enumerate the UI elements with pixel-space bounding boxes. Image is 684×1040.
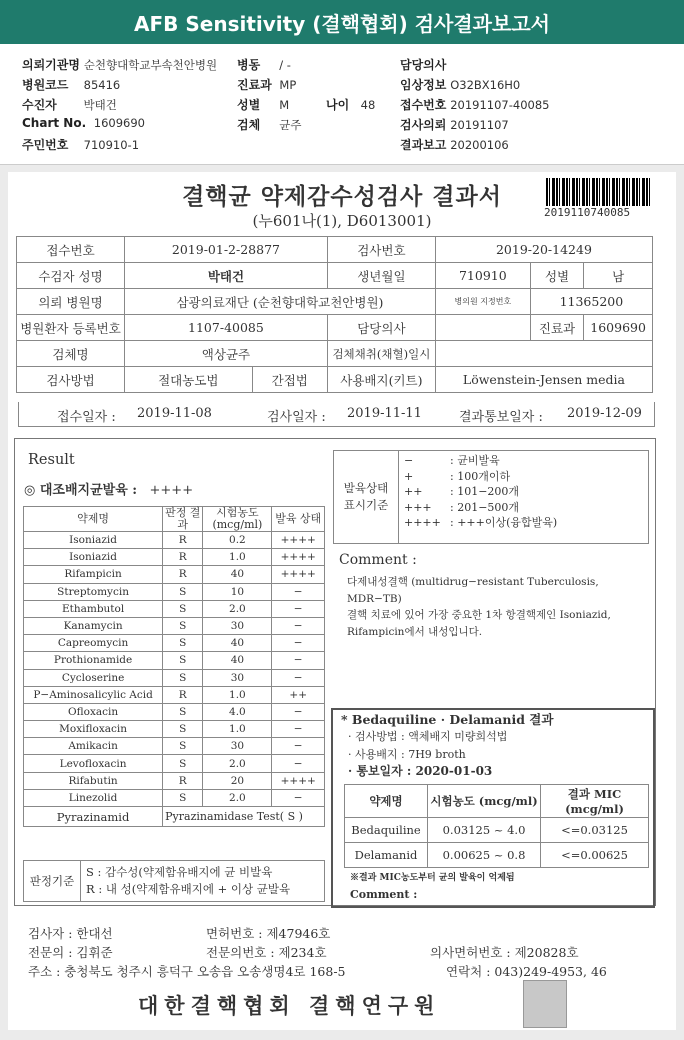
drug-name: Cycloserine — [24, 669, 163, 686]
beda-h-conc: 시험농도 (mcg/ml) — [428, 785, 541, 818]
clinical-info-field: 임상정보 O32BX16H0 — [400, 78, 521, 92]
report-title: 결핵균 약제감수성검사 결과서 — [182, 183, 502, 210]
table-row — [24, 583, 325, 600]
drug-conc: 2.0 — [203, 755, 272, 772]
report-date-field: 결과보고 20200106 — [400, 138, 509, 152]
method-value: 절대농도법 — [125, 367, 253, 393]
comment-body: 다제내성결핵 (multidrug−resistant Tuberculosis, MDR−TB) 결핵 치료에 있어 가장 중요한 1차 항결핵제인 Isoniazid, Rifampicin에서 내성입니다. — [347, 576, 611, 638]
table-row — [24, 686, 325, 703]
growth-header: 발육 상태 — [272, 507, 325, 532]
drug-conc: 20 — [203, 772, 272, 789]
drug-judge: R — [163, 566, 203, 583]
drug-conc: 0.2 — [203, 532, 272, 549]
growth-row: ++ : 101−200개 — [404, 485, 520, 498]
table-row — [24, 532, 325, 549]
kit-label: 사용배지(키트) — [327, 367, 435, 393]
drug-conc: 40 — [203, 652, 272, 669]
growth-legend-label: 발육상태 표시기준 — [334, 451, 399, 543]
drug-judge: S — [163, 617, 203, 634]
table-row — [24, 738, 325, 755]
criteria-r: R : 내 성(약제함유배지에 + 이상 균발육 — [86, 882, 291, 896]
tested-date: 2019-11-11 — [347, 406, 422, 421]
drug-judge: S — [163, 635, 203, 652]
drug-name: Isoniazid — [24, 532, 163, 549]
received-date: 2019-11-08 — [137, 406, 212, 421]
table-row — [24, 566, 325, 583]
table-row — [24, 772, 325, 789]
drug-conc: 1.0 — [203, 686, 272, 703]
drug-judge: S — [163, 755, 203, 772]
chart-no-field: Chart No. 1609690 — [22, 116, 145, 130]
drug-growth: − — [272, 755, 325, 772]
kit-value: Löwenstein-Jensen media — [435, 367, 652, 393]
drug-growth: ++++ — [272, 532, 325, 549]
drug-name: Ethambutol — [24, 600, 163, 617]
drug-judge: R — [163, 549, 203, 566]
criteria-box — [23, 860, 325, 902]
name-label: 수검자 성명 — [17, 263, 125, 289]
drug-name: Amikacin — [24, 738, 163, 755]
growth-legend — [333, 450, 649, 544]
birth-value: 710910 — [435, 263, 530, 289]
drug-growth: − — [272, 703, 325, 720]
notified-label: 결과통보일자 : — [459, 410, 543, 425]
table-row — [24, 549, 325, 566]
barcode-icon — [546, 178, 650, 206]
specimen-label: 검체명 — [17, 341, 125, 367]
drug-name: Ofloxacin — [24, 703, 163, 720]
beda-row-mic: <=0.03125 — [541, 818, 649, 843]
drug-growth: ++++ — [272, 566, 325, 583]
table-row — [24, 721, 325, 738]
sex-field: 성별 M — [237, 98, 290, 112]
beda-details: · 검사방법 : 액체배지 미량희석법 · 사용배지 : 7H9 broth · 통보일자 : 2020-01-03 — [348, 730, 508, 778]
drug-name: Rifabutin — [24, 772, 163, 789]
drug-judge: S — [163, 600, 203, 617]
method-label: 검사방법 — [17, 367, 125, 393]
drug-judge: S — [163, 652, 203, 669]
judge-header: 판정 결과 — [163, 507, 203, 532]
comment-title: Comment : — [339, 552, 417, 568]
birth-label: 생년월일 — [327, 263, 435, 289]
scanned-report — [8, 172, 676, 1030]
drug-conc: 4.0 — [203, 703, 272, 720]
drug-conc: 10 — [203, 583, 272, 600]
drug-growth: − — [272, 738, 325, 755]
drug-judge: R — [163, 772, 203, 789]
specimen-value: 액상균주 — [125, 341, 328, 367]
drug-growth: ++++ — [272, 549, 325, 566]
tester: 검사자 : 한대선 — [28, 926, 113, 941]
drug-header: 약제명 — [24, 507, 163, 532]
drug-judge: S — [163, 669, 203, 686]
drug-conc: 30 — [203, 669, 272, 686]
dela-row-drug: Delamanid — [345, 843, 428, 868]
drug-name: Levofloxacin — [24, 755, 163, 772]
request-date-field: 검사의뢰 20191107 — [400, 118, 509, 132]
drug-growth: − — [272, 635, 325, 652]
hospital-name-field: 의뢰기관명 순천향대학교부속천안병원 — [22, 58, 218, 72]
drug-name: Capreomycin — [24, 635, 163, 652]
drug-name: Linezolid — [24, 789, 163, 806]
table-row — [24, 617, 325, 634]
report-header — [0, 44, 684, 165]
drug-name: Prothionamide — [24, 652, 163, 669]
doctor-label: 담당의사 — [327, 315, 435, 341]
reg-no-value: 2019-01-2-28877 — [125, 237, 328, 263]
pza-value: Pyrazinamidase Test( S ) — [163, 807, 325, 827]
sex-label: 성별 — [530, 263, 583, 289]
hospital-value: 삼광의료재단 (순천향대학교천안병원) — [125, 289, 436, 315]
beda-table — [344, 784, 649, 868]
designated-label: 병의원 지정번호 — [435, 289, 530, 315]
dept-label: 진료과 — [530, 315, 583, 341]
drug-growth: − — [272, 789, 325, 806]
drug-growth: − — [272, 721, 325, 738]
drug-judge: S — [163, 738, 203, 755]
resident-no-field: 주민번호 710910-1 — [22, 138, 140, 152]
growth-row: + : 100개이하 — [404, 469, 511, 483]
drug-judge: R — [163, 686, 203, 703]
table-row — [24, 703, 325, 720]
window-title: AFB Sensitivity (결핵협회) 검사결과보고서 — [0, 0, 684, 44]
test-no-label: 검사번호 — [327, 237, 435, 263]
collect-label: 검체채취(채혈)일시 — [327, 341, 435, 367]
patient-reg-label: 병원환자 등록번호 — [17, 315, 125, 341]
drug-judge: S — [163, 583, 203, 600]
drug-name: Isoniazid — [24, 549, 163, 566]
drug-growth: − — [272, 583, 325, 600]
institute-name: 대한결핵협회 결핵연구원 — [138, 993, 441, 1018]
conc-header: 시험농도 (mcg/ml) — [203, 507, 272, 532]
name-value: 박태건 — [125, 263, 328, 289]
criteria-s: S : 감수성(약제함유배지에 균 비발육 — [86, 865, 273, 879]
doctor-value — [435, 315, 530, 341]
hospital-label: 의뢰 병원명 — [17, 289, 125, 315]
result-title: Result — [28, 452, 75, 468]
hospital-code-field: 병원코드 85416 — [22, 78, 121, 92]
specimen-field: 검체 균주 — [237, 118, 302, 132]
drug-name: Streptomycin — [24, 583, 163, 600]
patient-reg-value: 1107-40085 — [125, 315, 328, 341]
doctor-license: 의사면허번호 : 제20828호 — [430, 945, 579, 960]
age-field: 나이 48 — [326, 98, 376, 112]
drug-conc: 1.0 — [203, 721, 272, 738]
growth-row: ++++ : +++이상(융합발육) — [404, 516, 558, 529]
beda-row-drug: Bedaquiline — [345, 818, 428, 843]
sex-value: 남 — [584, 263, 653, 289]
table-row — [24, 789, 325, 806]
drug-name: Rifampicin — [24, 566, 163, 583]
beda-h-drug: 약제명 — [345, 785, 428, 818]
table-row — [24, 600, 325, 617]
drug-growth: − — [272, 617, 325, 634]
drug-judge: S — [163, 789, 203, 806]
drug-name: Kanamycin — [24, 617, 163, 634]
designated-value: 11365200 — [530, 289, 652, 315]
received-label: 접수일자 : — [57, 410, 116, 425]
seal-stamp-icon — [523, 980, 567, 1028]
drug-conc: 30 — [203, 738, 272, 755]
address: 주소 : 충청북도 청주시 흥덕구 오송읍 오송생명4로 168-5 — [28, 964, 346, 979]
criteria-label: 판정기준 — [24, 861, 81, 901]
growth-row: − : 균비발육 — [404, 454, 500, 467]
table-row — [24, 755, 325, 772]
drug-growth: − — [272, 600, 325, 617]
patient-field: 수진자 박태건 — [22, 98, 117, 112]
drug-growth: ++++ — [272, 772, 325, 789]
drug-judge: S — [163, 703, 203, 720]
test-no-value: 2019-20-14249 — [435, 237, 652, 263]
table-row — [24, 635, 325, 652]
beda-note: ※결과 MIC농도부터 균의 발육이 억제됨 — [350, 873, 515, 883]
beda-h-mic: 결과 MIC (mcg/ml) — [541, 785, 649, 818]
beda-comment: Comment : — [350, 888, 418, 901]
drug-conc: 40 — [203, 566, 272, 583]
drug-conc: 2.0 — [203, 789, 272, 806]
collect-value — [435, 341, 652, 367]
reg-no-label: 접수번호 — [17, 237, 125, 263]
drug-growth: − — [272, 669, 325, 686]
drug-judge: R — [163, 532, 203, 549]
tested-label: 검사일자 : — [267, 410, 326, 425]
drug-conc: 1.0 — [203, 549, 272, 566]
department-field: 진료과 MP — [237, 78, 297, 92]
beda-row-conc: 0.03125 ~ 4.0 — [428, 818, 541, 843]
drug-conc: 40 — [203, 635, 272, 652]
table-row — [24, 669, 325, 686]
notified-date: 2019-12-09 — [567, 406, 642, 421]
dates-row — [18, 402, 655, 427]
dela-row-conc: 0.00625 ~ 0.8 — [428, 843, 541, 868]
drug-conc: 30 — [203, 617, 272, 634]
drug-table — [23, 506, 325, 827]
contact: 연락처 : 043)249-4953, 46 — [446, 964, 607, 979]
accession-field: 접수번호 20191107-40085 — [400, 98, 550, 112]
beda-title: * Bedaquiline · Delamanid 결과 — [341, 712, 554, 727]
dela-row-mic: <=0.00625 — [541, 843, 649, 868]
barcode-number: 2019110740085 — [544, 206, 631, 219]
specialist-license: 전문의번호 : 제234호 — [206, 945, 327, 960]
table-row — [24, 652, 325, 669]
dept-value: 1609690 — [584, 315, 653, 341]
drug-name: P−Aminosalicylic Acid — [24, 686, 163, 703]
method2-value: 간접법 — [252, 367, 327, 393]
doctor-field: 담당의사 — [400, 58, 447, 72]
control-culture: ◎ 대조배지균발육 : ++++ — [24, 483, 194, 498]
specialist: 전문의 : 김휘준 — [28, 945, 113, 960]
drug-name: Moxifloxacin — [24, 721, 163, 738]
drug-judge: S — [163, 721, 203, 738]
drug-conc: 2.0 — [203, 600, 272, 617]
info-table — [16, 236, 653, 393]
drug-growth: ++ — [272, 686, 325, 703]
tester-license: 면허번호 : 제47946호 — [206, 926, 331, 941]
report-subtitle: (누601나(1), D6013001) — [252, 212, 432, 230]
pza-name: Pyrazinamid — [24, 807, 163, 827]
ward-field: 병동 / - — [237, 58, 291, 72]
drug-growth: − — [272, 652, 325, 669]
growth-row: +++ : 201−500개 — [404, 500, 520, 514]
